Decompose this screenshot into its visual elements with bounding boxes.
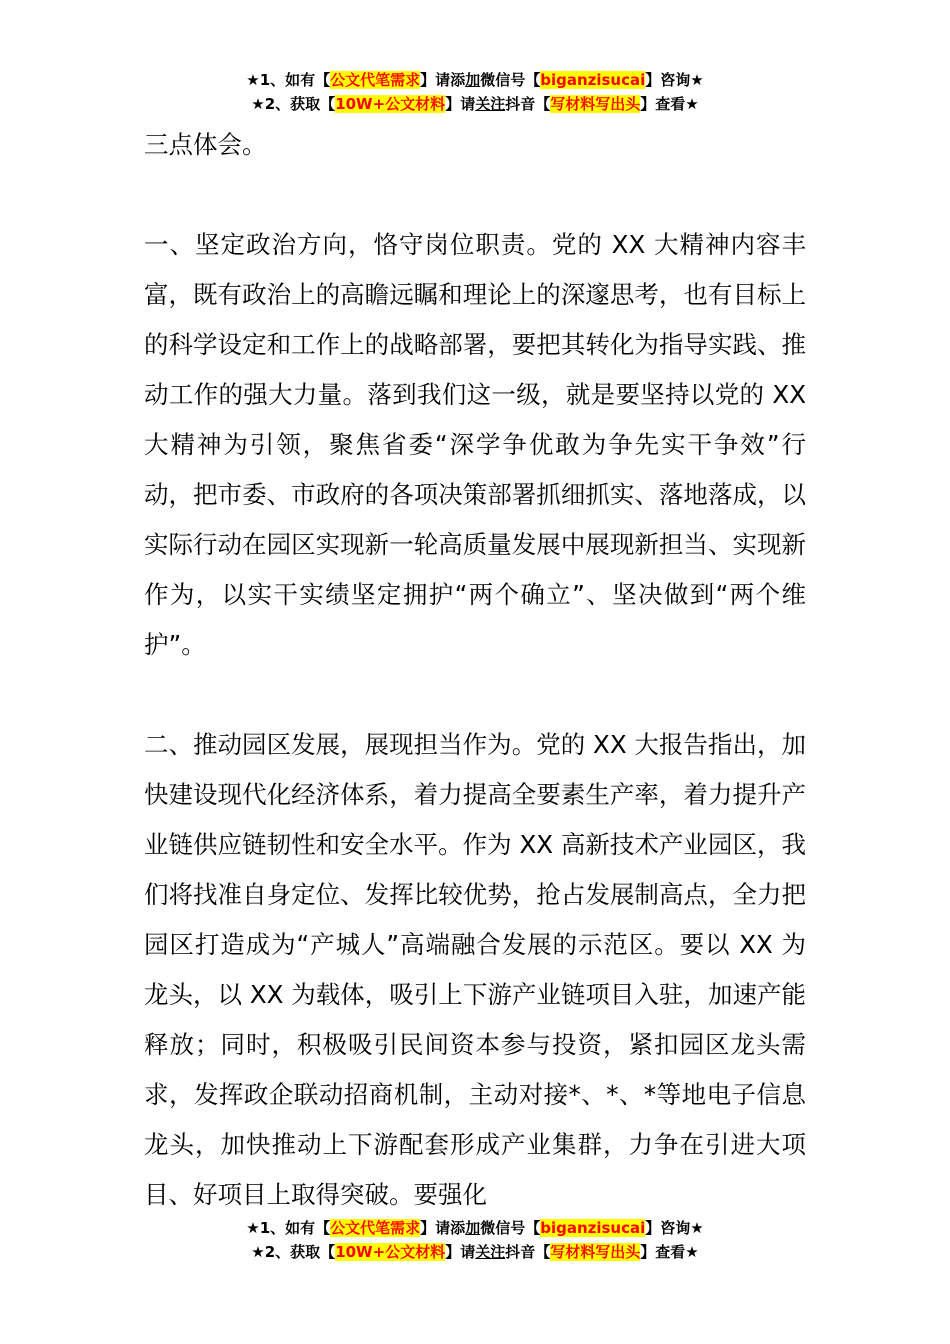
document-body xyxy=(144,120,806,1220)
paragraph-gap xyxy=(144,670,806,720)
promo-highlight: 公文代笔需求 xyxy=(330,71,421,89)
paragraph-point-2: 二、推动园区发展，展现担当作为。党的 XX 大报告指出，加快建设现代化经济体系，着力提高全要素生产率，着力提升产业链供应链韧性和安全水平。作为 XX 高新技术产业园区，我们将找准自身定位、发挥比较优势，抢占发展制高点，全力把园区打造成为“产城人”高端融合发展的示范区。要以 XX 为龙头，以 XX 为载体，吸引上下游产业链项目入驻，加速产能释放；同时，积极吸引民间资本参与投资，紧扣园区龙头需求，发挥政企联动招商机制，主动对接*、*、*等地电子信息龙头，加快推动上下游配套形成产业集群，力争在引进大项目、好项目上取得突破。要强化 xyxy=(144,730,806,1209)
promo-highlight: 10W+公文材料 xyxy=(335,1243,446,1261)
douyin-account: 写材料写出头 xyxy=(550,1243,641,1261)
promo-line-1: ★1、如有【公文代笔需求】请添加微信号【biganzisucai】咨询★ xyxy=(246,71,704,89)
footer-promo-banner xyxy=(0,1216,950,1264)
header-promo-banner xyxy=(0,68,950,116)
promo-highlight: 公文代笔需求 xyxy=(330,1219,421,1237)
promo-line-1: ★1、如有【公文代笔需求】请添加微信号【biganzisucai】咨询★ xyxy=(246,1219,704,1237)
promo-line-2: ★2、获取【10W+公文材料】请关注抖音【写材料写出头】查看★ xyxy=(251,1243,699,1261)
paragraph-gap xyxy=(144,170,806,220)
wechat-id: biganzisucai xyxy=(540,1219,646,1237)
douyin-account: 写材料写出头 xyxy=(550,95,641,113)
paragraph-point-1: 一、坚定政治方向，恪守岗位职责。党的 XX 大精神内容丰富，既有政治上的高瞻远瞩和理论上的深邃思考，也有目标上的科学设定和工作上的战略部署，要把其转化为指导实践、推动工作的强大力量。落到我们这一级，就是要坚持以党的 XX 大精神为引领，聚焦省委“深学争优敢为争先实干争效”行动，把市委、市政府的各项决策部署抓细抓实、落地落成，以实际行动在园区实现新一轮高质量发展中展现新担当、实现新作为，以实干实绩坚定拥护“两个确立”、坚决做到“两个维护”。 xyxy=(144,230,806,659)
promo-highlight: 10W+公文材料 xyxy=(335,95,446,113)
promo-line-2: ★2、获取【10W+公文材料】请关注抖音【写材料写出头】查看★ xyxy=(251,95,699,113)
wechat-id: biganzisucai xyxy=(540,71,646,89)
paragraph-intro-tail: 三点体会。 xyxy=(144,130,267,159)
